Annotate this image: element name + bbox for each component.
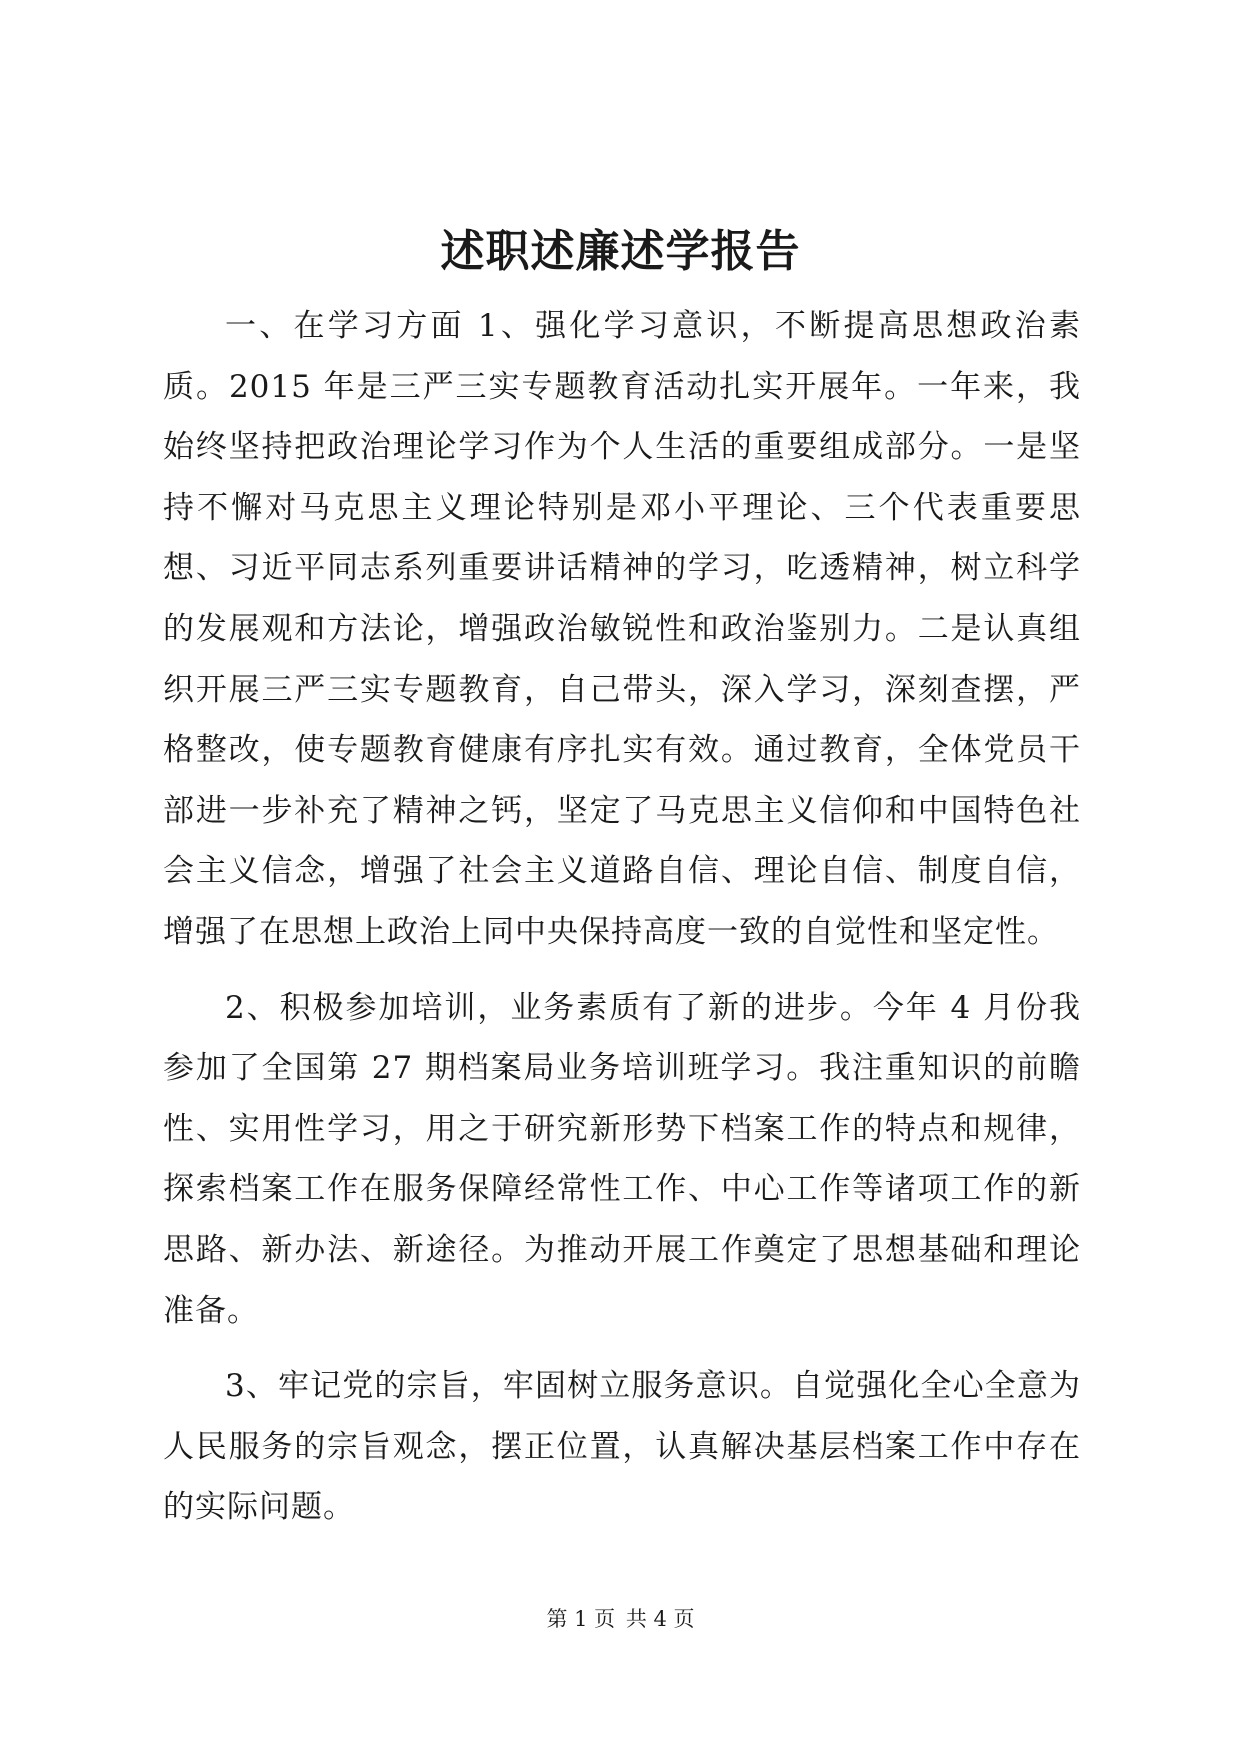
paragraph-training: 2、积极参加培训，业务素质有了新的进步。今年 4 月份我参加了全国第 27 期档案局业务培训班学习。我注重知识的前瞻性、实用性学习，用之于研究新形势下档案工作的特点和规律，探索档案工作在服务保障经常性工作、中心工作等诸项工作的新思路、新办法、新途径。为推动开展工作奠定了思想基础和理论准备。: [163, 989, 1081, 1329]
paragraph-study-awareness: 一、在学习方面 1、强化学习意识，不断提高思想政治素质。2015 年是三严三实专题教育活动扎实开展年。一年来，我始终坚持把政治理论学习作为个人生活的重要组成部分。一是坚持不懈对马克思主义理论特别是邓小平理论、三个代表重要思想、习近平同志系列重要讲话精神的学习，吃透精神，树立科学的发展观和方法论，增强政治敏锐性和政治鉴别力。二是认真组织开展三严三实专题教育，自己带头，深入学习，深刻查摆，严格整改，使专题教育健康有序扎实有效。通过教育，全体党员干部进一步补充了精神之钙，坚定了马克思主义信仰和中国特色社会主义信念，增强了社会主义道路自信、理论自信、制度自信，增强了在思想上政治上同中央保持高度一致的自觉性和坚定性。: [163, 308, 1081, 950]
page-total: 共 4 页: [625, 1607, 695, 1631]
page-footer: [0, 1604, 1241, 1634]
document-title: 述职述廉述学报告: [440, 226, 801, 277]
paragraph-service-awareness: 3、牢记党的宗旨，牢固树立服务意识。自觉强化全心全意为人民服务的宗旨观念，摆正位置，认真解决基层档案工作中存在的实际问题。: [163, 1368, 1081, 1526]
document-body: [163, 296, 1081, 1538]
page-number: 第 1 页: [546, 1607, 616, 1631]
